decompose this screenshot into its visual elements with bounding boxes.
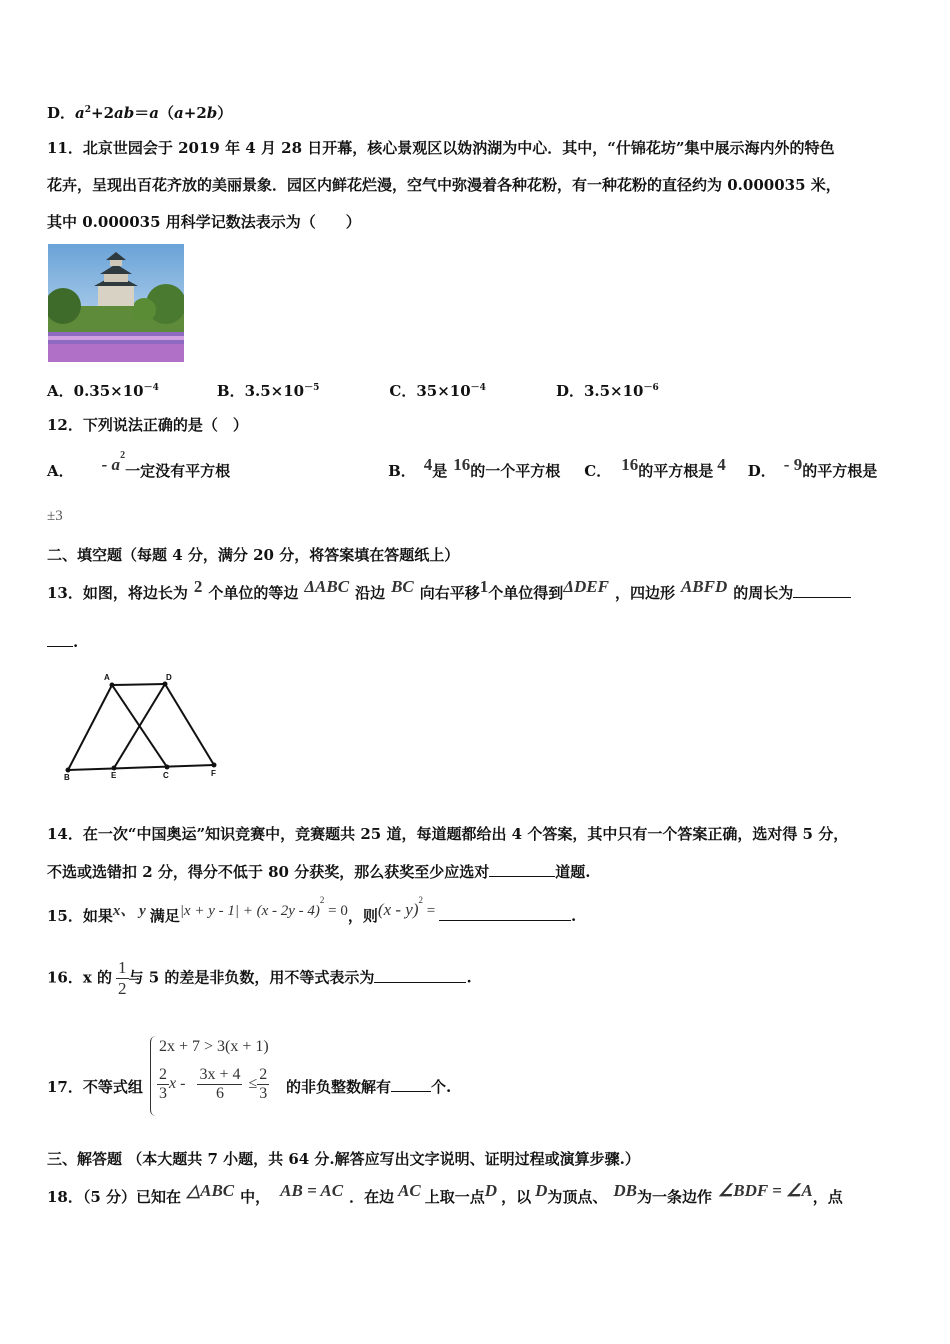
q12-option-d-continued: ±3: [47, 508, 63, 524]
q11-option-d[interactable]: D．$3.5\times 10^{-6}$: [555, 382, 659, 400]
segment-ad: [112, 684, 165, 685]
segment-de: [114, 684, 165, 768]
q12-option-c[interactable]: C． 16的平方根是 4: [584, 455, 726, 480]
q13-answer-blank-cont[interactable]: [47, 632, 73, 647]
segment-ab: [68, 685, 112, 770]
q17-row2: $\frac{2}{3}$ x - $\frac{3x + 4}{6}$ ≤ $\frac{2}{3}$: [159, 1066, 268, 1102]
q16-answer-blank[interactable]: [374, 968, 466, 983]
segment-bf: [68, 765, 214, 770]
q11-options: [47, 380, 659, 401]
q11-line2: 花卉，呈现出百花齐放的美丽景象．园区内鲜花烂漫，空气中弥漫着各种花粉，有一种花粉的直径约为 0.000035 米，: [47, 176, 841, 194]
q13-stem: 13．如图，将边长为 2 个单位的等边 ΔABC 沿边 BC 向右平移1个单位得到ΔDEF ，四边形 ABFD 的周长为: [47, 582, 851, 603]
q14-line2: 不选或选错扣 2 分，得分不低于 80 分获奖，那么获奖至少应选对 道题.: [47, 863, 591, 881]
triangle-figure: [60, 670, 230, 780]
label-a: A: [104, 673, 110, 682]
q17-row1: 2x + 7 > 3(x + 1): [159, 1038, 269, 1055]
q17-tail: 的非负整数解有 个.: [286, 1078, 452, 1096]
q14-answer-blank[interactable]: [489, 862, 555, 877]
label-c: C: [163, 771, 169, 780]
q12-stem: 12．下列说法正确的是（ ）: [47, 416, 248, 434]
label-b: B: [64, 773, 70, 780]
q16-stem: 16．x 的 $\frac{1}{2}$ 与 5 的差是非负数，用不等式表示为 .: [47, 958, 472, 998]
q11-line1: 11．北京世园会于 2019 年 4 月 28 日开幕，核心景观区以妫汭湖为中心．其中，“什锦花坊”集中展示海内外的特色: [47, 139, 835, 157]
q10-option-d: D．$a^2+2ab=a(a+2b)$: [47, 104, 233, 122]
garden-photo: [48, 244, 184, 362]
q17-answer-blank[interactable]: [391, 1077, 431, 1092]
q13-continued: .: [47, 632, 78, 651]
q17-system: [150, 1036, 287, 1116]
label-f: F: [211, 769, 216, 778]
q13-answer-blank[interactable]: [793, 583, 851, 598]
q12-options: [47, 450, 878, 481]
q11-option-c[interactable]: C．$35\times 10^{-4}$: [389, 382, 486, 400]
q18-stem: 18．（5 分）已知在 △ABC 中， AB = AC ．在边 AC 上取一点D ，以 D为顶点、 DB为一条边作 ∠BDF = ∠A，点: [47, 1181, 843, 1206]
label-d: D: [166, 673, 172, 682]
q16-frac-den: 2: [118, 979, 127, 998]
q11-option-a[interactable]: A．$0.35\times 10^{-4}$: [47, 382, 159, 400]
label-e: E: [111, 771, 117, 780]
q14-line1: 14．在一次“中国奥运”知识竞赛中，竞赛题共 25 道，每道题都给出 4 个答案，其中只有一个答案正确，选对得 5 分，: [47, 825, 849, 843]
q12-option-b[interactable]: B． 4是 16的一个平方根: [388, 455, 561, 480]
q15-stem: 15．如果x、 y 满足|x + y - 1| + (x - 2y - 4)$^2$ = 0，则(x - y)$^2$ = .: [47, 895, 577, 925]
q12-option-d[interactable]: D． - 9的平方根是: [747, 455, 878, 480]
section3-heading: 三、解答题 （本大题共 7 小题，共 64 分.解答应写出文字说明、证明过程或演算步骤.）: [47, 1150, 640, 1168]
q16-frac-num: 1: [118, 958, 127, 977]
q11-line3: 其中 0.000035 用科学记数法表示为（ ）: [47, 213, 361, 231]
q15-answer-blank[interactable]: [439, 906, 571, 921]
q12-option-a[interactable]: A． - $a^2$一定没有平方根: [47, 450, 231, 480]
section2-heading: 二、填空题（每题 4 分，满分 20 分，将答案填在答题纸上）: [47, 546, 460, 564]
q17-label: 17．不等式组: [47, 1078, 143, 1096]
q11-option-b[interactable]: B．$3.5\times 10^{-5}$: [216, 382, 320, 400]
segment-df: [165, 684, 214, 765]
